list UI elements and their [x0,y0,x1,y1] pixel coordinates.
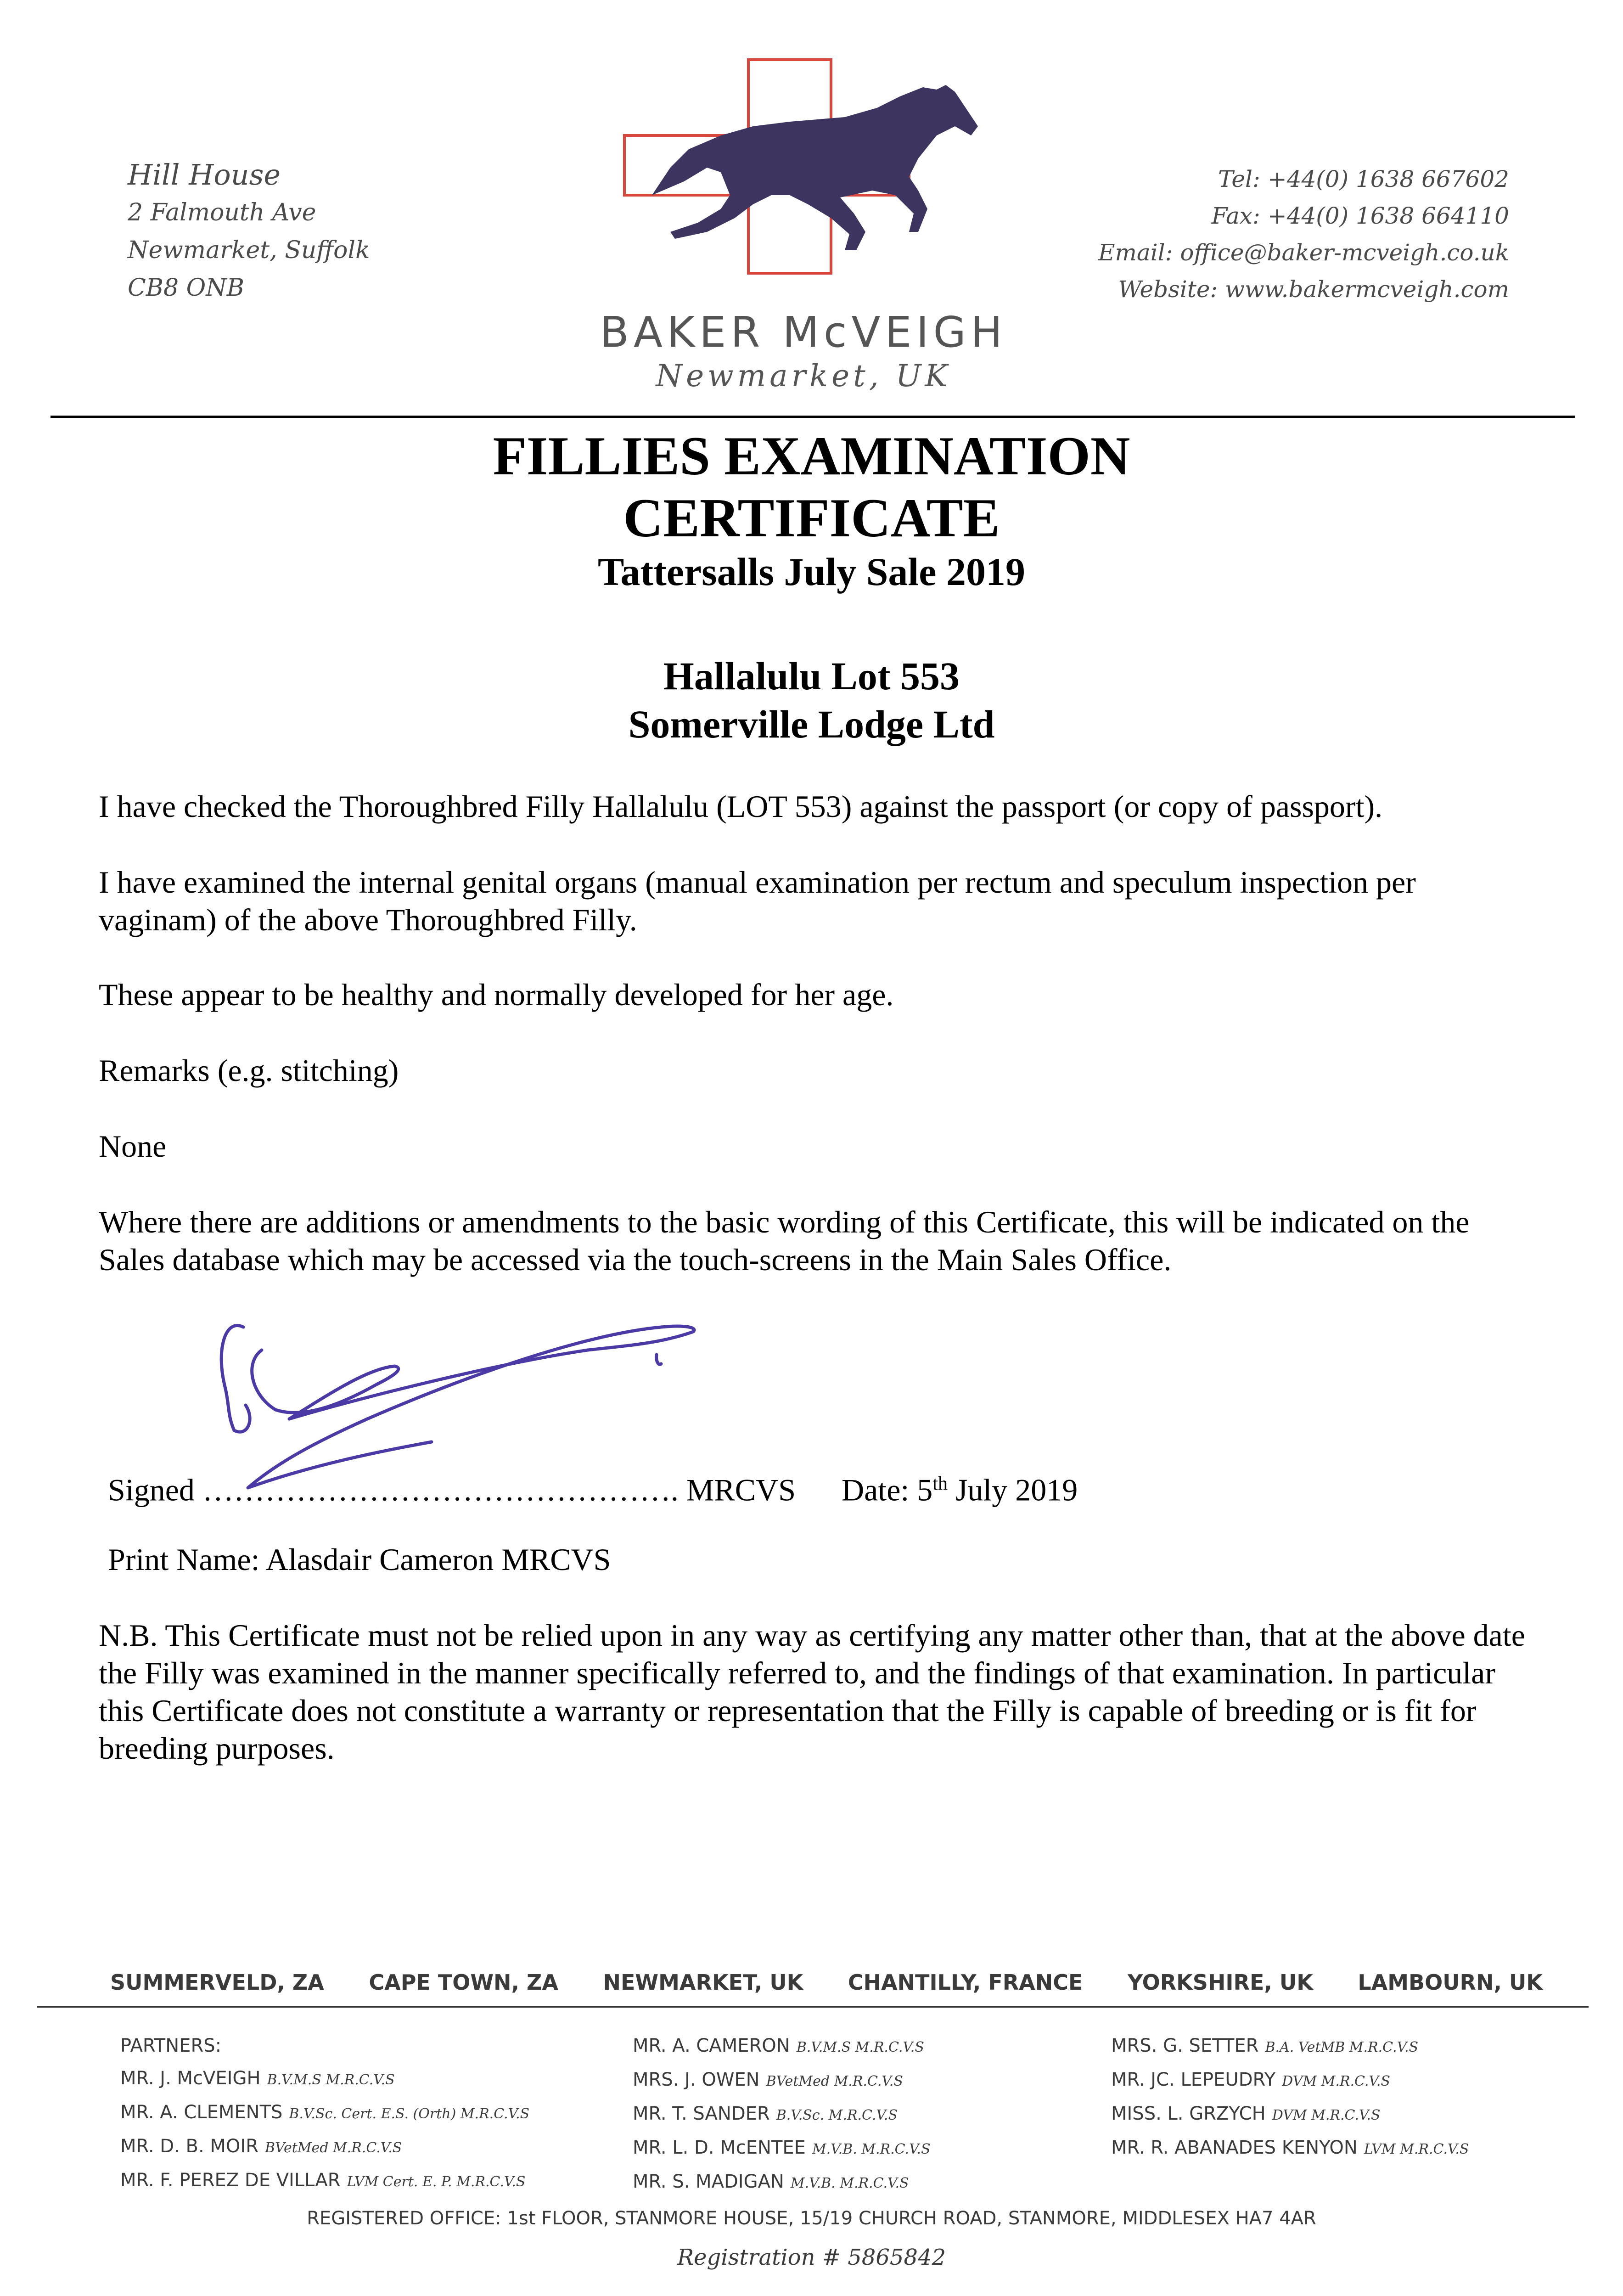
partner-quals: BVetMed M.R.C.V.S [766,2073,903,2089]
address-line: Hill House [128,158,281,191]
partner-name: MR. S. MADIGAN [633,2171,784,2192]
partner-quals: B.V.Sc. Cert. E.S. (Orth) M.R.C.V.S [289,2106,530,2122]
registered-office: REGISTERED OFFICE: 1st FLOOR, STANMORE HOUSE, 15/19 CHURCH ROAD, STANMORE, MIDDLESEX HA7 4AR [307,2208,1316,2229]
brand-location: Newmarket, UK [656,358,951,394]
vendor-name: Somerville Lodge Ltd [628,702,995,746]
address-line: Newmarket, Suffolk [128,236,370,264]
body-paragraph: These appear to be healthy and normally developed for her age. [99,977,894,1012]
partner-entry [120,2164,529,2198]
date-ordinal: th [932,1473,948,1494]
body-paragraph: Where there are additions or amendments to the basic wording of this Certificate, this will be indicated on the Sales database which may be accessed via the touch-screens in the Main Sales Office. [99,1204,1470,1277]
partner-quals: B.V.M.S M.R.C.V.S [796,2039,924,2055]
partner-quals: LVM Cert. E. P. M.R.C.V.S [347,2174,526,2190]
partner-quals: B.V.M.S M.R.C.V.S [267,2072,395,2088]
phone-number: Tel: +44(0) 1638 667602 [1218,166,1509,192]
partner-entry [1111,2132,1469,2166]
office-location: LAMBOURN, UK [1358,1970,1543,1995]
email-address: Email: office@baker-mcveigh.co.uk [1098,239,1509,266]
partner-name: MRS. G. SETTER [1111,2035,1259,2056]
signed-suffix: MRCVS [686,1472,796,1508]
partner-entry [633,2166,931,2200]
office-locations [110,1970,1543,1995]
date-rest: July 2019 [947,1472,1078,1508]
partner-name: MR. R. ABANADES KENYON [1111,2137,1358,2158]
partners-column [1111,2030,1469,2166]
office-location: YORKSHIRE, UK [1127,1970,1313,1995]
partner-name: MR. F. PEREZ DE VILLAR [120,2170,341,2191]
partner-name: MR. JC. LEPEUDRY [1111,2069,1276,2090]
signature-line [108,1465,1078,1509]
partner-quals: B.V.Sc. M.R.C.V.S [776,2107,898,2123]
partner-quals: M.V.B. M.R.C.V.S [790,2175,909,2191]
print-name: Print Name: Alasdair Cameron MRCVS [108,1542,611,1577]
remarks-value: None [99,1129,167,1164]
body-paragraph: I have examined the internal genital organs (manual examination per rectum and speculum inspection per vaginam) of the above Thoroughbred Filly. [99,865,1416,937]
remarks-label: Remarks (e.g. stitching) [99,1053,399,1088]
partner-quals: DVM M.R.C.V.S [1272,2107,1381,2123]
header-divider [51,416,1575,418]
address-line: 2 Falmouth Ave [128,199,316,226]
partner-entry [633,2132,931,2166]
partner-name: MISS. L. GRZYCH [1111,2103,1266,2124]
address-line: CB8 ONB [128,274,244,302]
certificate-title: CERTIFICATE [623,487,1000,548]
partner-quals: DVM M.R.C.V.S [1282,2073,1390,2089]
partner-entry [1111,2098,1469,2132]
partner-entry [120,2130,529,2164]
partner-entry [1111,2064,1469,2098]
footer-divider [37,2006,1589,2008]
disclaimer-note: N.B. This Certificate must not be relied upon in any way as certifying any matter other than, that at the above date the Filly was examined in the manner specifically referred to, and the findings of that examination. In particular this Certificate does not constitute a warranty or representation that the Filly is capable of breeding or is fit for breeding purposes. [99,1618,1525,1766]
letterhead-address [128,156,370,307]
partner-entry [120,2096,529,2130]
partner-name: MR. L. D. McENTEE [633,2137,806,2158]
partners-label: PARTNERS: [120,2035,222,2056]
partner-name: MR. A. CLEMENTS [120,2102,283,2123]
partners-column [633,2030,931,2200]
registration-number: Registration # 5865842 [677,2245,946,2270]
brand-name: BAKER McVEIGH [600,308,1007,357]
letterhead-contact [1098,161,1509,308]
office-location: CAPE TOWN, ZA [369,1970,559,1995]
fax-number: Fax: +44(0) 1638 664110 [1211,203,1509,229]
partner-entry [633,2098,931,2132]
partner-quals: M.V.B. M.R.C.V.S [812,2141,931,2157]
office-location: SUMMERVELD, ZA [110,1970,324,1995]
partner-entry [633,2064,931,2098]
partner-name: MRS. J. OWEN [633,2069,760,2090]
horse-and-cross-logo [615,57,992,296]
partner-entry [120,2062,529,2096]
signed-label: Signed ………………………………………. [108,1472,679,1508]
partner-quals: BVetMed M.R.C.V.S [265,2140,402,2156]
partner-quals: LVM M.R.C.V.S [1364,2141,1469,2157]
date-label: Date: 5 [842,1472,933,1508]
partner-quals: B.A. VetMB M.R.C.V.S [1265,2039,1419,2055]
partner-entry [1111,2030,1469,2064]
sale-name: Tattersalls July Sale 2019 [598,550,1025,594]
partner-entry [633,2030,931,2064]
website: Website: www.bakermcveigh.com [1118,276,1509,303]
horse-lot: Hallalulu Lot 553 [663,654,960,698]
horse-icon [652,85,978,250]
partner-name: MR. J. McVEIGH [120,2068,261,2089]
certificate-title: FILLIES EXAMINATION [493,425,1130,486]
partners-column [120,2030,529,2198]
office-location: NEWMARKET, UK [603,1970,803,1995]
partner-name: MR. A. CAMERON [633,2035,790,2056]
partner-name: MR. T. SANDER [633,2103,770,2124]
partner-name: MR. D. B. MOIR [120,2136,258,2157]
body-paragraph: I have checked the Thoroughbred Filly Hallalulu (LOT 553) against the passport (or copy of passport). [99,789,1383,824]
office-location: CHANTILLY, FRANCE [848,1970,1083,1995]
